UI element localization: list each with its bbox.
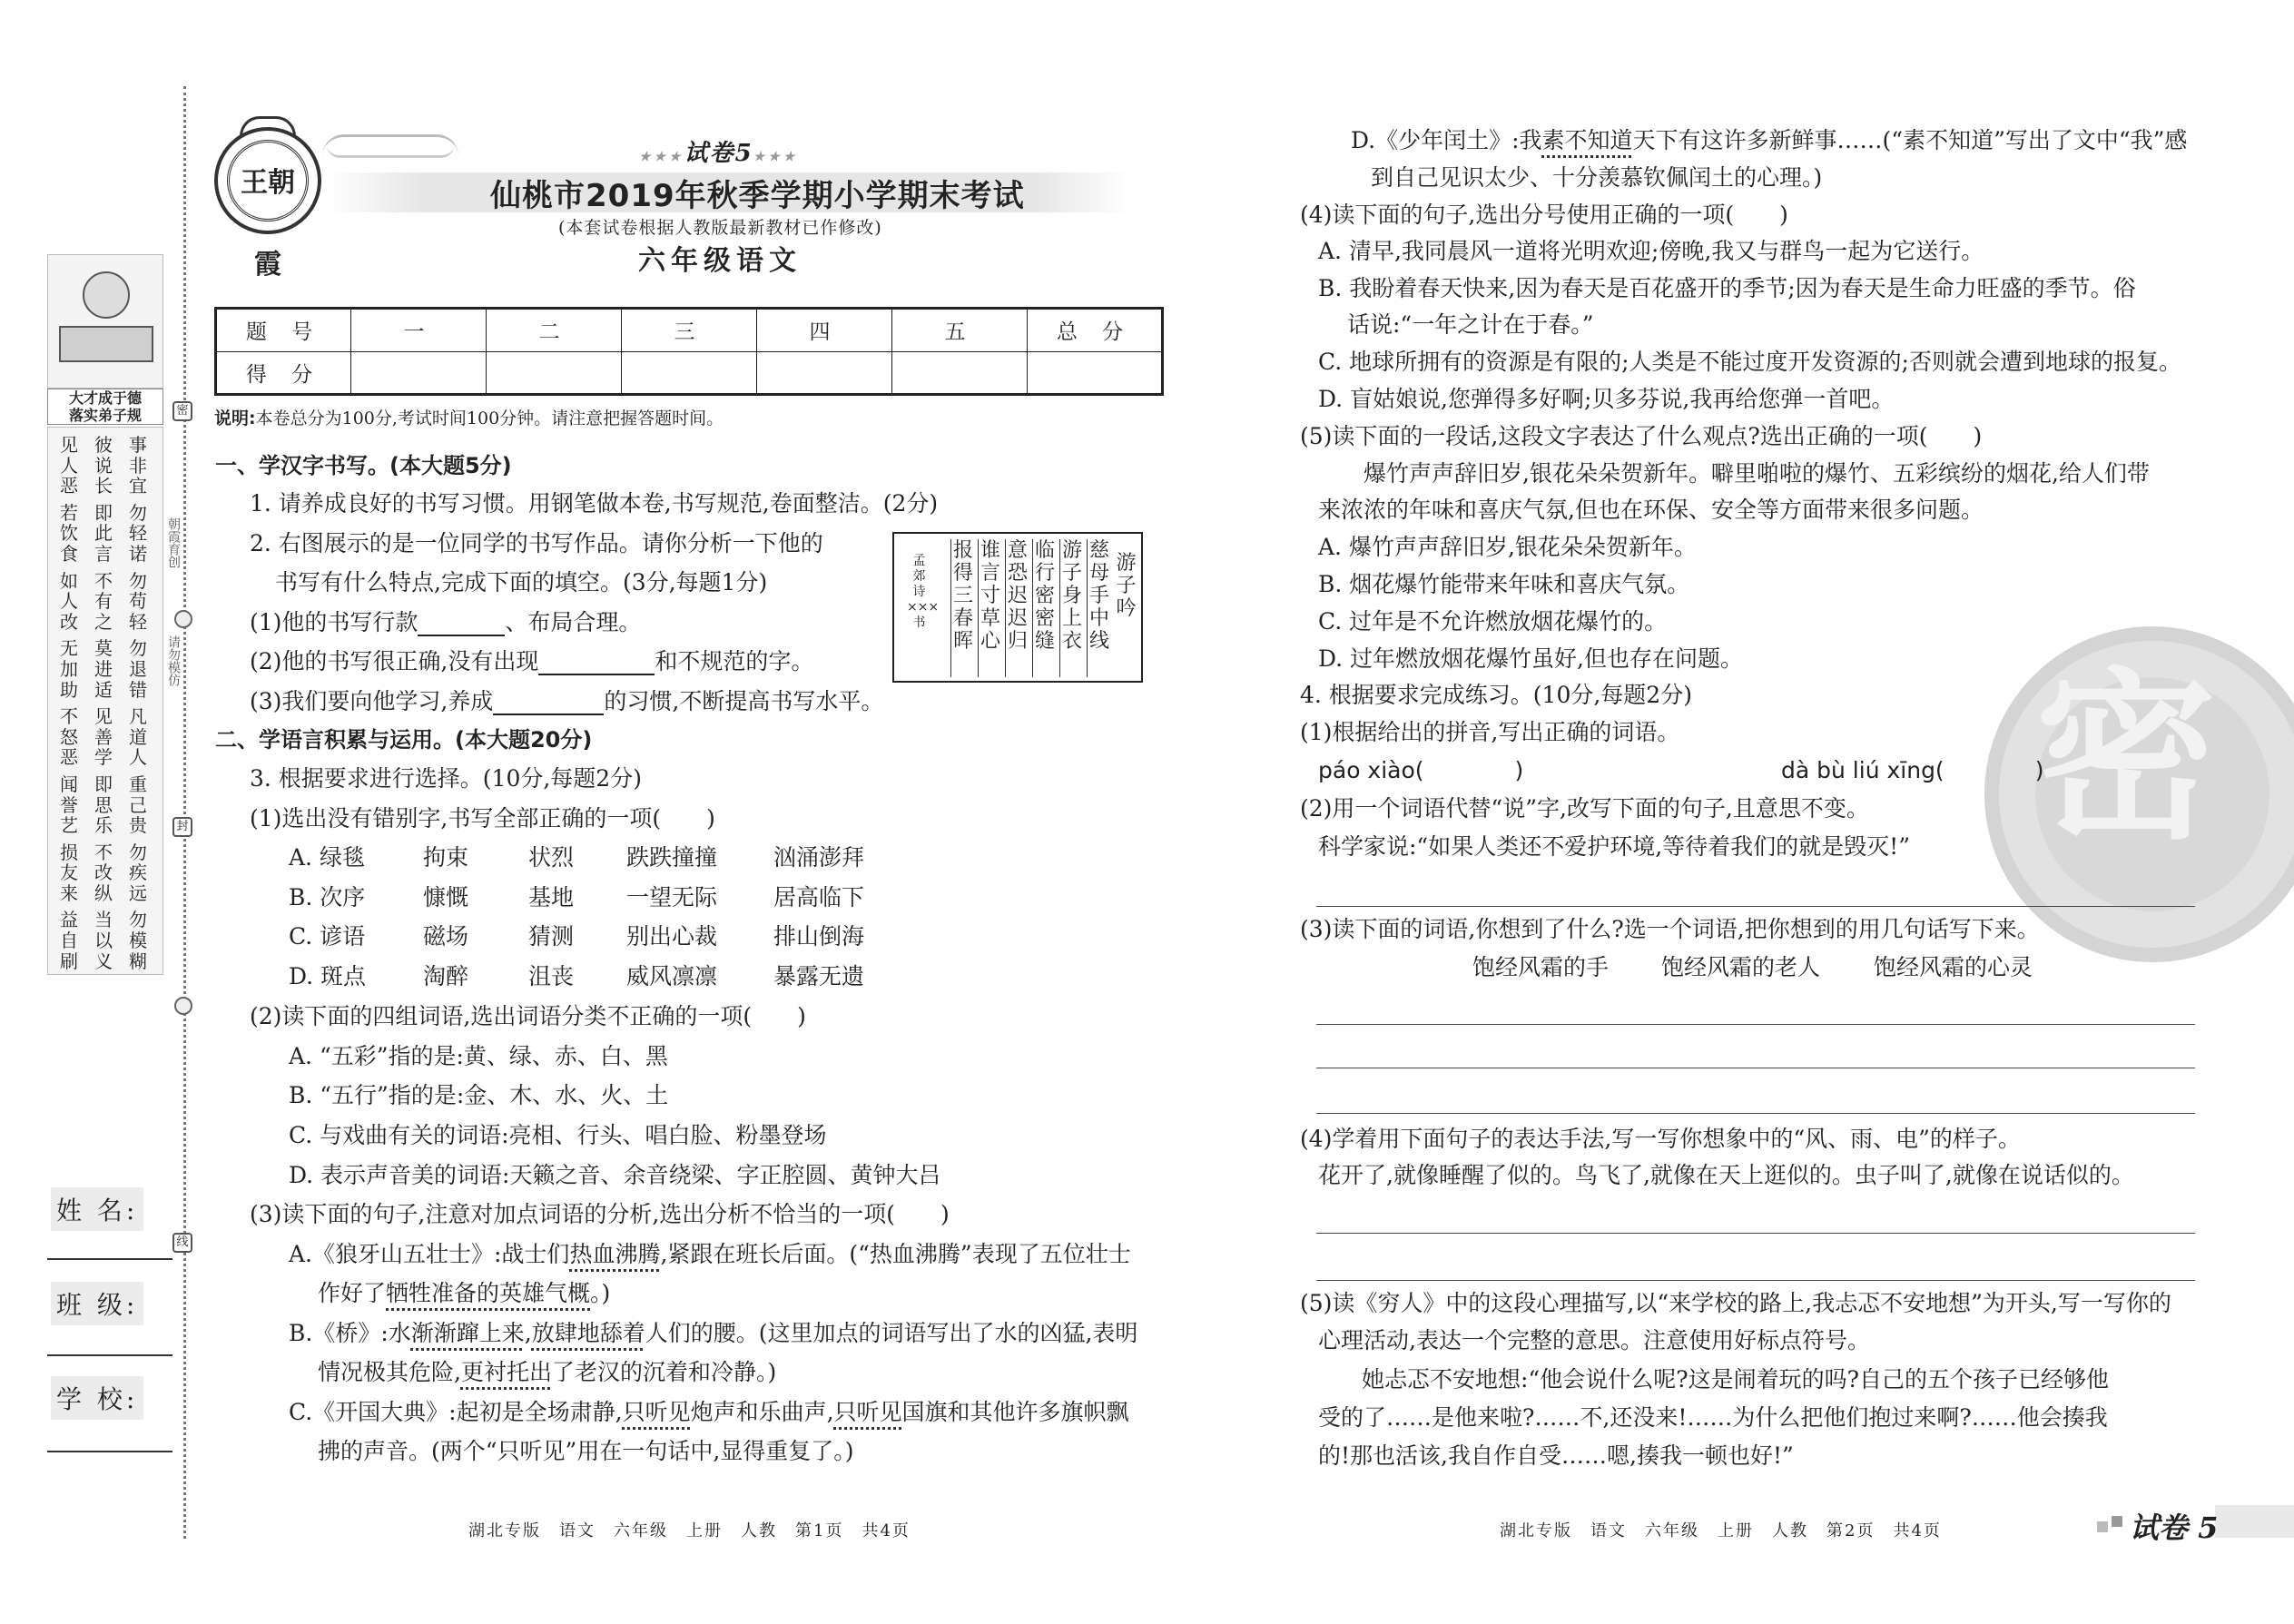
- question-4: 4. 根据要求完成练习。(10分,每题2分): [1300, 682, 1692, 708]
- q4-2-sentence: 科学家说:“如果人类还不爱护环境,等待着我们的就是毁灭!”: [1318, 833, 1910, 860]
- option-a[interactable]: A. 爆竹声声辞旧岁,银花朵朵贺新年。: [1318, 534, 1697, 560]
- option-word: 磁场: [423, 923, 469, 950]
- option-c[interactable]: C. 过年是不允许燃放烟花爆竹的。: [1318, 608, 1668, 635]
- option-word: 慷慨: [423, 883, 469, 910]
- proverb-group: 损友来: [60, 841, 78, 904]
- score-table-header-row: [216, 309, 1163, 352]
- q4-4-example: 花开了,就像睡醒了似的。鸟飞了,就像在天上逛似的。虫子叫了,就像在说话似的。: [1318, 1162, 2134, 1188]
- option-d[interactable]: D. 过年燃放烟花爆竹虽好,但也存在问题。: [1318, 645, 1743, 672]
- class-field-line[interactable]: [47, 1354, 172, 1356]
- answer-line[interactable]: [1316, 1024, 2195, 1025]
- motto-line-1: 大才成于德: [68, 389, 142, 407]
- proverb-column: [126, 435, 150, 978]
- motto-box: [47, 389, 163, 425]
- q2-2-text-a: (2)他的书写很正确,没有出现: [250, 648, 539, 674]
- answer-line[interactable]: [1316, 1280, 2195, 1281]
- score-cell: 总 分: [1028, 309, 1163, 352]
- dotted-word: 素不知道: [1541, 127, 1633, 153]
- paper-number-badge: 试卷 5: [2130, 1511, 2219, 1545]
- logo-text: 王朝霞: [227, 140, 309, 221]
- smiley-icon: [174, 610, 192, 628]
- dotted-word: 放肆地舔着: [531, 1320, 645, 1346]
- score-cell: 三: [622, 309, 757, 352]
- text: ,: [524, 1320, 532, 1346]
- proverb-group: 莫进适: [94, 637, 113, 701]
- question-3: 3. 根据要求进行选择。(10分,每题2分): [250, 765, 642, 792]
- score-input-cell[interactable]: [622, 351, 757, 395]
- option-d-line-1[interactable]: [1351, 127, 2187, 154]
- question-4-3: (3)读下面的词语,你想到了什么?选一个词语,把你想到的用几句话写下来。: [1300, 916, 2040, 942]
- option-b[interactable]: B. “五行”指的是:金、木、水、火、土: [289, 1082, 669, 1108]
- smiley-icon: [174, 997, 192, 1015]
- option-b-line-2: [318, 1359, 776, 1386]
- pinyin-item-2[interactable]: dà bù liú xīng( ): [1781, 757, 2044, 783]
- question-4-1: (1)根据给出的拼音,写出正确的词语。: [1300, 719, 1680, 745]
- option-word: 别出心裁: [626, 923, 718, 950]
- option-d[interactable]: D. 盲姑娘说,您弹得多好啊;贝多芬说,我再给您弹一首吧。: [1318, 386, 1895, 412]
- callig-col: 慈母手中线: [1087, 539, 1111, 677]
- word-choice-1: 饱经风霜的手: [1472, 954, 1610, 980]
- text: 国旗和其他许多旗帜飘: [901, 1399, 1129, 1425]
- option-d[interactable]: D. 斑点: [289, 962, 367, 989]
- option-word: 淘醉: [423, 962, 469, 989]
- answer-blank[interactable]: [493, 694, 604, 715]
- answer-line[interactable]: [1316, 1113, 2195, 1114]
- dotted-word: 渐渐蹿上来: [410, 1320, 525, 1346]
- footer-right: 湖北专版 语文 六年级 上册 人教 第2页 共4页: [1500, 1521, 1942, 1540]
- school-label: 学 校:: [51, 1376, 143, 1420]
- proverb-column: [57, 435, 81, 978]
- score-cell: 四: [757, 309, 892, 352]
- option-word: 一望无际: [626, 883, 718, 910]
- callig-col: 游子吟: [1116, 552, 1137, 620]
- exam-note: [214, 405, 724, 429]
- proverb-group: 重己贵: [129, 773, 147, 837]
- section-2-heading: 二、学语言积累与运用。(本大题20分): [215, 727, 593, 753]
- q4-5-passage-1: 她忐忑不安地想:“他会说什么呢?这是闹着玩的吗?自己的五个孩子已经够他: [1362, 1366, 2110, 1393]
- option-c[interactable]: C. 地球所拥有的资源是有限的;人类是不能过度开发资源的;否则就会遭到地球的报复。: [1318, 349, 2181, 375]
- option-b[interactable]: B. 烟花爆竹能带来年味和喜庆气氛。: [1318, 571, 1690, 597]
- text: 。): [590, 1280, 611, 1306]
- question-4-2: (2)用一个词语代替“说”字,改写下面的句子,且意思不变。: [1300, 795, 1869, 822]
- proverb-group: 勿退错: [129, 637, 147, 701]
- footer-left: 湖北专版 语文 六年级 上册 人教 第1页 共4页: [468, 1521, 911, 1540]
- answer-blank[interactable]: [538, 654, 655, 675]
- option-c[interactable]: C. 谚语: [289, 923, 366, 950]
- callig-col: 临行密密缝: [1032, 539, 1057, 677]
- stars-icon: ★★★: [639, 150, 684, 164]
- pinyin-item-1[interactable]: páo xiào( ): [1318, 757, 1524, 783]
- section-1-heading: 一、学汉字书写。(本大题5分): [215, 453, 512, 478]
- proverb-column: [92, 435, 115, 978]
- proverb-group: 见人恶: [60, 434, 78, 497]
- proverb-group: 当以义: [94, 909, 113, 972]
- proverb-group: 无加助: [60, 637, 78, 701]
- option-word: 基地: [528, 883, 575, 910]
- seal-char-feng: 封: [172, 817, 192, 837]
- q2-1-text-a: (1)他的书写行款: [250, 609, 418, 635]
- q4-5-passage-2: 受的了……是他来啦?……不,还没来!……为什么把他们抱过来啊?……他会揍我: [1318, 1404, 2108, 1431]
- proverb-group: 不改纵: [94, 841, 113, 904]
- passage-line-1: 爆竹声声辞旧岁,银花朵朵贺新年。噼里啪啦的爆竹、五彩缤纷的烟花,给人们带: [1364, 460, 2150, 487]
- option-b-line-2: 话说:“一年之计在于春。”: [1347, 311, 1594, 338]
- option-word: 状烈: [528, 844, 575, 871]
- passage-line-2: 来浓浓的年味和喜庆气氛,但也在环保、安全等方面带来很多问题。: [1318, 497, 1984, 523]
- question-2-2: [250, 648, 813, 675]
- answer-line[interactable]: [1316, 1233, 2195, 1234]
- score-cell: 题 号: [216, 309, 351, 352]
- score-input-cell[interactable]: [892, 351, 1028, 395]
- score-cell: 五: [892, 309, 1028, 352]
- option-word: 居高临下: [773, 883, 865, 910]
- word-choice-3: 饱经风霜的心灵: [1874, 954, 2033, 980]
- question-3-2: (2)读下面的四组词语,选出词语分类不正确的一项( ): [250, 1003, 806, 1029]
- watermark-char: 密: [2035, 653, 2218, 864]
- text: 炮声和乐曲声,: [690, 1399, 834, 1425]
- option-c-line-1[interactable]: [289, 1399, 1129, 1426]
- option-a-line-1[interactable]: [289, 1241, 1131, 1268]
- school-field-line[interactable]: [47, 1451, 172, 1452]
- option-word: 威风凛凛: [626, 962, 718, 989]
- question-2-1: [250, 609, 641, 636]
- question-4-4: (4)学着用下面句子的表达手法,写一写你想象中的“风、雨、电”的样子。: [1300, 1126, 2021, 1152]
- text: 作好了: [318, 1280, 387, 1306]
- option-c-line-2: 拂的声音。(两个“只听见”用在一句话中,显得重复了。): [318, 1438, 854, 1464]
- name-label: 姓 名:: [51, 1187, 143, 1231]
- option-b[interactable]: B. 次序: [289, 883, 366, 910]
- proverb-group: 即此言: [94, 501, 113, 565]
- word-choice-2: 饱经风霜的老人: [1661, 954, 1821, 980]
- proverb-group: 事非宜: [129, 434, 147, 497]
- proverb-group: 益自刷: [60, 909, 78, 972]
- dotted-word: 牺牲准备的英雄气概: [386, 1280, 591, 1306]
- score-table-score-row: [216, 351, 1163, 395]
- option-word: 拘束: [423, 844, 469, 871]
- seal-char-mi: 密: [172, 401, 192, 421]
- text: B.《桥》:水: [289, 1320, 411, 1346]
- option-b-line-1[interactable]: B. 我盼着春天快来,因为春天是百花盛开的季节;因为春天是生命力旺盛的季节。俗: [1318, 275, 2136, 301]
- paper-tag-text: 试卷5: [684, 140, 753, 167]
- q2-3-text-b: 的习惯,不断提高书写水平。: [604, 688, 884, 714]
- exam-subtitle: (本套试卷根据人教版最新教材已作修改): [558, 218, 882, 238]
- q2-3-text-a: (3)我们要向他学习,养成: [250, 688, 494, 714]
- q2-1-text-b: 、布局合理。: [505, 609, 642, 635]
- dotted-word: 更衬托出: [460, 1359, 552, 1385]
- proverb-group: 闻誉艺: [60, 773, 78, 837]
- brand-vertical-text: 朝霞育创: [166, 517, 181, 568]
- option-a[interactable]: A. 绿毯: [289, 844, 365, 871]
- option-word: 沮丧: [528, 962, 575, 989]
- option-word: 暴露无遗: [773, 962, 865, 989]
- motto-line-2: 落实弟子规: [68, 407, 142, 424]
- option-word: 汹涌澎拜: [773, 844, 865, 871]
- question-2-line-1: 2. 右图展示的是一位同学的书写作品。请你分析一下他的: [250, 530, 823, 556]
- question-3-1: (1)选出没有错别字,书写全部正确的一项( ): [250, 805, 715, 832]
- callig-col: 游子身上衣: [1059, 539, 1084, 677]
- brand-vertical-text-2: 请勿模仿: [166, 635, 181, 686]
- question-2-line-2: 书写有什么特点,完成下面的填空。(3分,每题1分): [275, 569, 768, 595]
- q2-2-text-b: 和不规范的字。: [655, 648, 814, 674]
- text: 天下有这许多新鲜事……(“素不知道”写出了文中“我”感: [1632, 127, 2188, 153]
- option-a[interactable]: A. 清早,我同晨风一道将光明欢迎;傍晚,我又与群鸟一起为它送行。: [1318, 238, 1984, 264]
- dotted-word: 只听见: [833, 1399, 902, 1425]
- question-3-3: (3)读下面的句子,注意对加点词语的分析,选出分析不恰当的一项( ): [250, 1201, 950, 1227]
- proverb-group: 不怒恶: [60, 705, 78, 769]
- badge-band: [2215, 1505, 2294, 1538]
- question-3-5: (5)读下面的一段话,这段文字表达了什么观点?选出正确的一项( ): [1300, 423, 1983, 449]
- score-input-cell[interactable]: [757, 351, 892, 395]
- proverb-group: 若饮食: [60, 501, 78, 565]
- text: 情况极其危险,: [318, 1359, 461, 1385]
- badge-square-icon: [2112, 1516, 2122, 1527]
- option-a-line-2: [318, 1280, 610, 1307]
- text: 了老汉的沉着和冷静。): [551, 1359, 777, 1385]
- proverb-group: 勿苟轻: [129, 569, 147, 633]
- proverb-group: 见善学: [94, 705, 113, 769]
- proverb-group: 如人改: [60, 569, 78, 633]
- text: ,紧跟在班长后面。(“热血沸腾”表现了五位壮士: [660, 1241, 1131, 1267]
- paper-tag: [639, 134, 798, 168]
- badge-square-icon: [2097, 1521, 2108, 1532]
- score-cell: 一: [351, 309, 487, 352]
- score-table: [214, 307, 1164, 396]
- callig-col: 谁言寸草心: [978, 539, 1002, 677]
- option-word: 排山倒海: [773, 923, 865, 950]
- seal-char-xian: 线: [172, 1233, 192, 1253]
- answer-line[interactable]: [1316, 906, 2195, 907]
- option-c[interactable]: C. 与戏曲有关的词语:亮相、行头、唱白脸、粉墨登场: [289, 1122, 827, 1148]
- option-d[interactable]: D. 表示声音美的词语:天籁之音、余音绕梁、字正腔圆、黄钟大吕: [289, 1162, 941, 1188]
- question-4-5-line-1: (5)读《穷人》中的这段心理描写,以“来学校的路上,我忐忑不安地想”为开头,写一写你的: [1300, 1290, 2171, 1316]
- exam-title: 仙桃市2019年秋季学期小学期末考试: [490, 178, 1025, 214]
- proverb-group: 勿轻诺: [129, 501, 147, 565]
- score-input-cell[interactable]: [351, 351, 487, 395]
- option-a[interactable]: A. “五彩”指的是:黄、绿、赤、白、黑: [289, 1043, 668, 1069]
- binding-dotted-line: [183, 86, 186, 1539]
- text: 人们的腰。(这里加点的词语写出了水的凶猛,表明: [645, 1320, 1138, 1346]
- option-word: 猜测: [528, 923, 575, 950]
- callig-col: 报得三春晖: [950, 539, 975, 677]
- option-d-line-2: 到自己见识太少、十分羡慕钦佩闰土的心理。): [1371, 164, 1823, 191]
- proverb-group: 彼说长: [94, 434, 113, 497]
- proverb-group: 不有之: [94, 569, 113, 633]
- question-3-4: (4)读下面的句子,选出分号使用正确的一项( ): [1300, 202, 1788, 228]
- brand-logo: [214, 127, 321, 281]
- calligraphy-artwork: [892, 532, 1143, 683]
- score-row-label: 得 分: [216, 351, 351, 395]
- score-input-cell[interactable]: [487, 351, 622, 395]
- callig-col: 意恐迟迟归: [1005, 539, 1029, 677]
- note-label: 说明:: [214, 408, 256, 428]
- stars-icon: ★★★: [753, 150, 799, 164]
- dotted-word: 只听见: [622, 1399, 691, 1425]
- question-2-3: [250, 688, 883, 715]
- grade-subject-title: 六年级语文: [638, 245, 802, 277]
- ribbon-decoration: [327, 145, 454, 158]
- name-field-line[interactable]: [47, 1258, 172, 1260]
- text: D.《少年闰土》:我: [1351, 127, 1542, 153]
- score-cell: 二: [487, 309, 622, 352]
- note-text: 本卷总分为100分,考试时间100分钟。请注意把握答题时间。: [255, 408, 724, 428]
- q4-5-passage-3: 的!那也活该,我自作自受……嗯,揍我一顿也好!”: [1318, 1442, 1794, 1469]
- class-label: 班 级:: [51, 1282, 143, 1325]
- proverb-group: 勿疾远: [129, 841, 147, 904]
- callig-signature: 孟郊诗×××书: [907, 554, 940, 630]
- text: A.《狼牙山五壮士》:战士们: [289, 1241, 570, 1267]
- proverb-group: 即思乐: [94, 773, 113, 837]
- score-input-cell[interactable]: [1028, 351, 1163, 395]
- option-word: 跌跌撞撞: [626, 844, 718, 871]
- proverbs-panel: [47, 427, 163, 975]
- option-b-line-1[interactable]: [289, 1320, 1137, 1347]
- confidential-watermark: [1984, 626, 2294, 962]
- question-4-5-line-2: 心理活动,表达一个完整的意思。注意使用好标点符号。: [1318, 1327, 1870, 1353]
- dotted-word: 热血沸腾: [569, 1241, 661, 1267]
- question-1: 1. 请养成良好的书写习惯。用钢笔做本卷,书写规范,卷面整洁。(2分): [250, 490, 939, 517]
- text: C.《开国大典》:起初是全场肃静,: [289, 1399, 623, 1425]
- proverb-group: 凡道人: [129, 705, 147, 769]
- student-cartoon-image: [47, 254, 163, 389]
- proverb-group: 勿模糊: [129, 909, 147, 972]
- answer-blank[interactable]: [418, 615, 505, 636]
